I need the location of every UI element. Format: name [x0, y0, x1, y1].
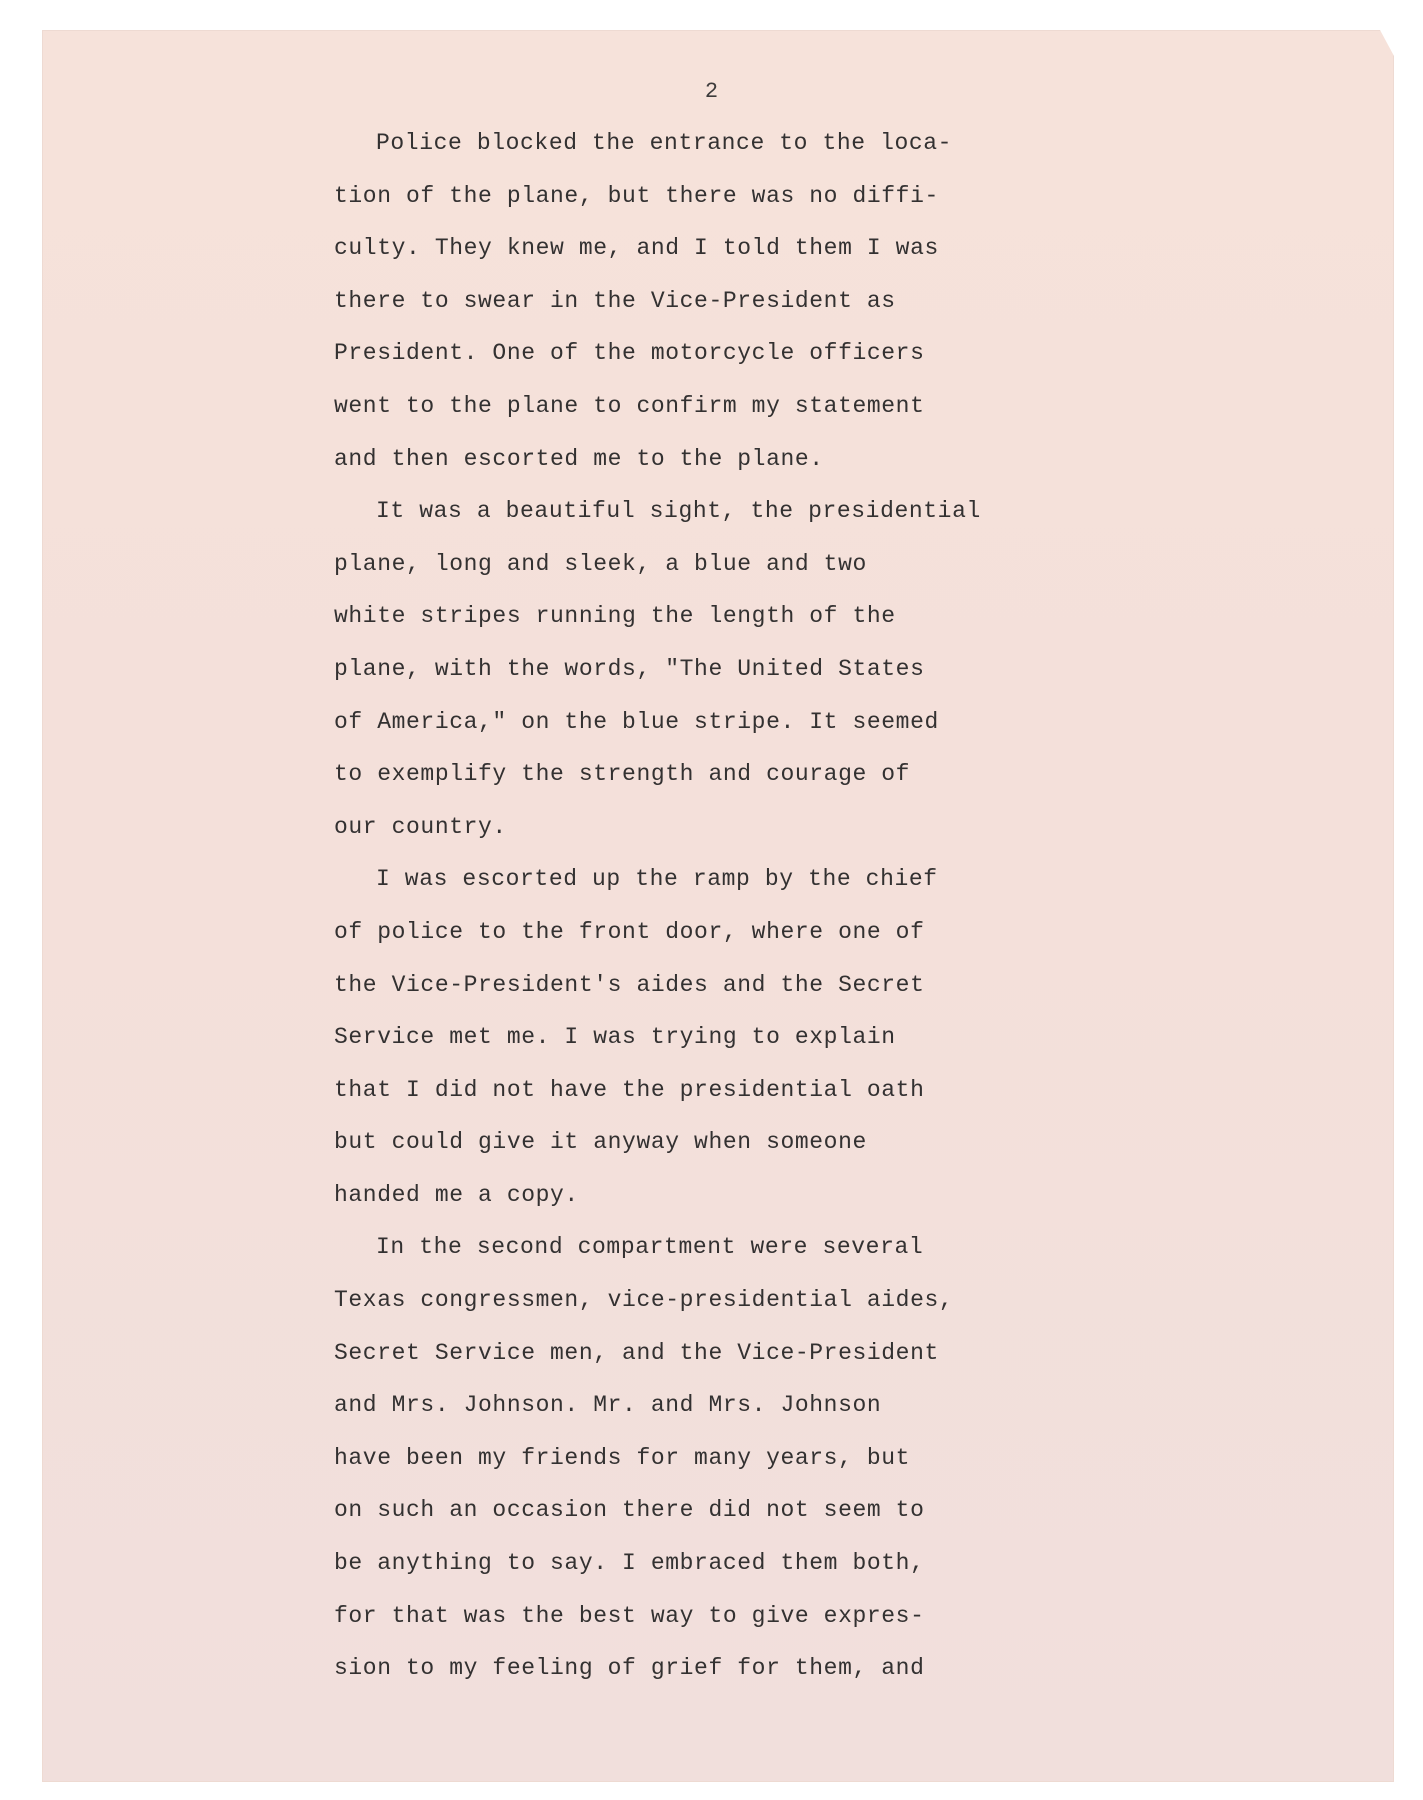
- text-line: that I did not have the presidential oath: [334, 1076, 925, 1103]
- text-line: President. One of the motorcycle officers: [334, 340, 925, 367]
- text-line: tion of the plane, but there was no diffi-: [334, 182, 939, 209]
- text-line: Texas congressmen, vice-presidential aides,: [334, 1287, 954, 1314]
- text-line: Secret Service men, and the Vice-President: [334, 1339, 939, 1366]
- text-line: I was escorted up the ramp by the chief: [376, 866, 938, 893]
- text-line: In the second compartment were several: [376, 1234, 924, 1261]
- text-line: the Vice-President's aides and the Secret: [334, 971, 925, 998]
- text-line: and then escorted me to the plane.: [334, 445, 824, 472]
- text-line: on such an occasion there did not seem to: [334, 1497, 925, 1524]
- text-line: to exemplify the strength and courage of: [334, 761, 911, 788]
- text-line: but could give it anyway when someone: [334, 1129, 867, 1156]
- text-line: plane, with the words, "The United States: [334, 655, 925, 682]
- text-line: of police to the front door, where one of: [334, 918, 925, 945]
- text-line: there to swear in the Vice-President as: [334, 287, 896, 314]
- folded-corner: [1380, 30, 1394, 56]
- text-line: Police blocked the entrance to the loca-: [376, 130, 953, 156]
- text-line: went to the plane to confirm my statement: [334, 392, 925, 419]
- text-line: culty. They knew me, and I told them I was: [334, 235, 939, 262]
- text-line: plane, long and sleek, a blue and two: [334, 550, 867, 577]
- text-line: handed me a copy.: [334, 1181, 579, 1208]
- text-line: our country.: [334, 813, 507, 840]
- text-line: sion to my feeling of grief for them, and: [334, 1655, 925, 1682]
- text-line: and Mrs. Johnson. Mr. and Mrs. Johnson: [334, 1392, 882, 1419]
- text-line: have been my friends for many years, but: [334, 1444, 911, 1471]
- text-line: white stripes running the length of the: [334, 603, 896, 630]
- text-line: of America," on the blue stripe. It seemed: [334, 708, 939, 735]
- text-line: for that was the best way to give expres-: [334, 1602, 925, 1629]
- page-number: 2: [704, 79, 719, 104]
- text-line: Service met me. I was trying to explain: [334, 1024, 896, 1051]
- text-line: be anything to say. I embraced them both,: [334, 1550, 925, 1577]
- typescript-body: [334, 128, 981, 1706]
- text-line: It was a beautiful sight, the presidential: [376, 498, 981, 525]
